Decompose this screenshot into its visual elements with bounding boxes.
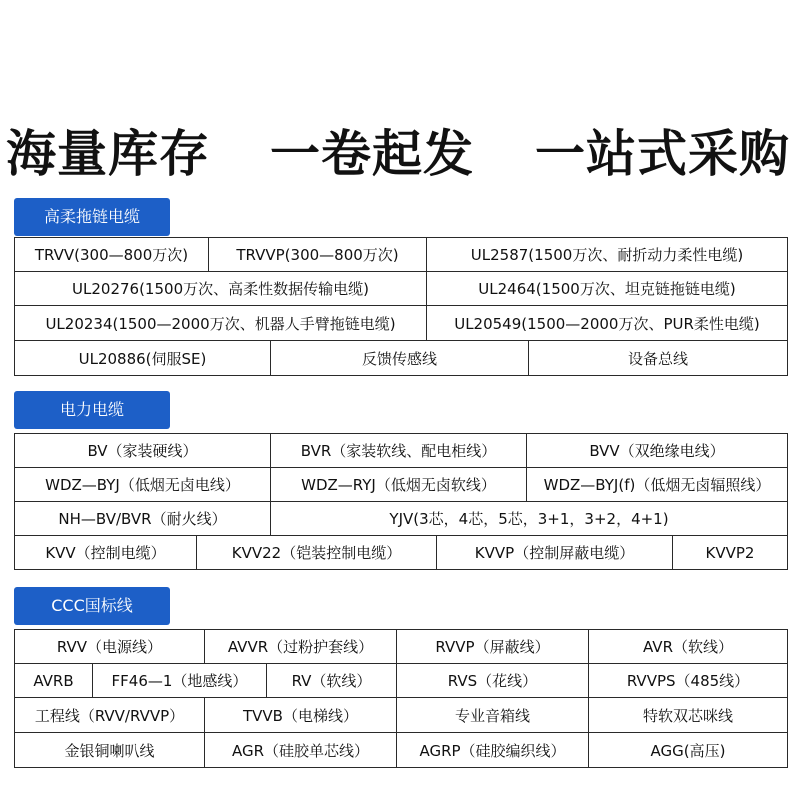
table-cell: 金银铜喇叭线 — [15, 733, 205, 767]
table-cell: AVVR（过粉护套线） — [205, 630, 397, 664]
table-cell: NH—BV/BVR（耐火线） — [15, 502, 271, 536]
table-row — [15, 306, 787, 341]
table-row — [15, 434, 787, 468]
table-cell: WDZ—RYJ（低烟无卤软线） — [271, 468, 527, 502]
power-cable-table — [14, 433, 788, 570]
table-row — [15, 733, 787, 767]
table-cell: BVV（双绝缘电线） — [527, 434, 787, 468]
table-cell: RVVPS（485线） — [589, 664, 787, 698]
headline-single-roll: 一卷起发 — [270, 125, 474, 183]
headline — [0, 118, 800, 190]
table-cell: TRVV(300—800万次) — [15, 238, 209, 272]
table-cell: AVRB — [15, 664, 93, 698]
table-cell: TRVVP(300—800万次) — [209, 238, 427, 272]
table-cell: UL2464(1500万次、坦克链拖链电缆) — [427, 272, 787, 306]
table-cell: AGR（硅胶单芯线） — [205, 733, 397, 767]
table-cell: 工程线（RVV/RVVP） — [15, 698, 205, 733]
table-cell: 设备总线 — [627, 349, 688, 368]
table-cell: KVVP（控制屏蔽电缆） — [437, 536, 673, 569]
table-cell: RVS（花线） — [397, 664, 589, 698]
ccc-cable-table — [14, 629, 788, 768]
table-cell: AVR（软线） — [589, 630, 787, 664]
table-cell: RVV（电源线） — [15, 630, 205, 664]
table-cell: WDZ—BYJ（低烟无卤电线） — [15, 468, 271, 502]
table-cell: RVVP（屏蔽线） — [397, 630, 589, 664]
flex-cable-table — [14, 237, 788, 376]
table-cell: RV（软线） — [267, 664, 397, 698]
table-cell: BV（家装硬线） — [15, 434, 271, 468]
table-row — [15, 664, 787, 698]
table-row — [15, 502, 787, 536]
table-cell: KVV22（铠装控制电缆） — [197, 536, 437, 569]
table-cell: AGG(高压) — [650, 741, 726, 760]
table-cell: KVVP2 — [705, 543, 755, 562]
table-cell: 特软双芯咪线 — [589, 698, 787, 733]
table-cell: KVV（控制电缆） — [15, 536, 197, 569]
table-cell: 反馈传感线 — [271, 341, 529, 375]
table-cell: FF46—1（地感线） — [93, 664, 267, 698]
section-title-ccc-standard: CCC国标线 — [14, 587, 170, 625]
table-row — [15, 238, 787, 272]
table-cell: UL20549(1500—2000万次、PUR柔性电缆) — [427, 306, 787, 341]
table-row — [15, 630, 787, 664]
table-cell: YJV(3芯，4芯，5芯，3+1，3+2，4+1) — [271, 502, 787, 536]
section-title-power-cable: 电力电缆 — [14, 391, 170, 429]
table-row — [15, 468, 787, 502]
section-title-flex-drag-chain: 高柔拖链电缆 — [14, 198, 170, 236]
table-row — [15, 698, 787, 733]
table-cell: UL20276(1500万次、高柔性数据传输电缆) — [15, 272, 427, 306]
headline-inventory: 海量库存 — [6, 125, 210, 183]
table-cell: UL2587(1500万次、耐折动力柔性电缆) — [427, 238, 787, 272]
table-cell: UL20234(1500—2000万次、机器人手臂拖链电缆) — [15, 306, 427, 341]
table-cell: BVR（家装软线、配电柜线） — [271, 434, 527, 468]
table-cell: TVVB（电梯线） — [205, 698, 397, 733]
table-row — [15, 341, 787, 375]
table-cell: WDZ—BYJ(f)（低烟无卤辐照线） — [527, 468, 787, 502]
table-row — [15, 536, 787, 569]
table-cell: 专业音箱线 — [397, 698, 589, 733]
table-cell: AGRP（硅胶编织线） — [397, 733, 589, 767]
table-cell: UL20886(伺服SE) — [15, 341, 271, 375]
headline-one-stop: 一站式采购 — [535, 125, 790, 183]
table-row — [15, 272, 787, 306]
